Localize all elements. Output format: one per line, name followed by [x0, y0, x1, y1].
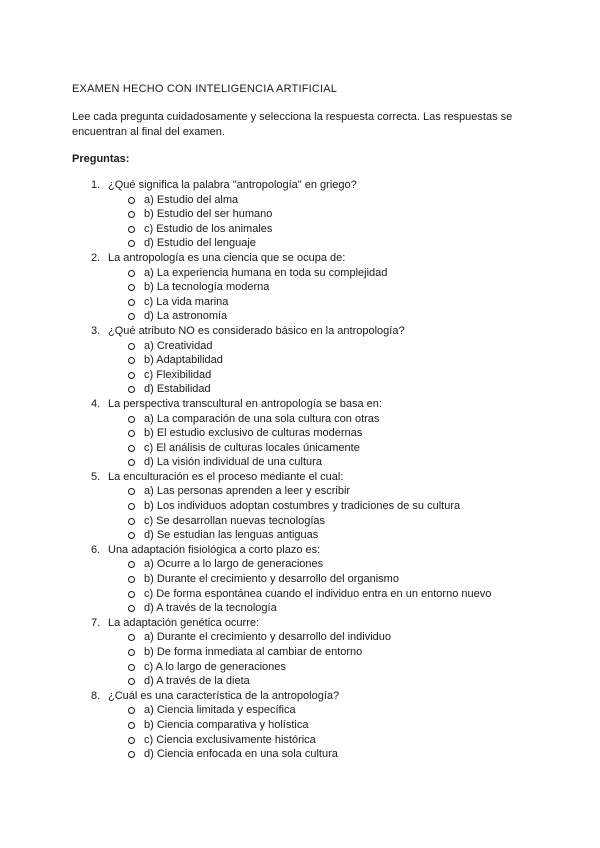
answer-option-text: d) La visión individual de una cultura [144, 456, 322, 469]
question-text: ¿Qué significa la palabra "antropología" en griego? [108, 179, 357, 191]
answer-option [72, 703, 540, 718]
question-number: 8. [91, 689, 101, 702]
answer-option-text: a) Estudio del alma [144, 193, 239, 206]
circle-bullet-icon [128, 751, 135, 758]
question-item [72, 397, 540, 470]
circle-bullet-icon [128, 532, 135, 539]
circle-bullet-icon [128, 678, 135, 685]
circle-bullet-icon [128, 722, 135, 729]
answer-option [72, 412, 540, 427]
question-line [72, 251, 540, 266]
answer-option [72, 266, 540, 281]
answer-option [72, 645, 540, 660]
circle-bullet-icon [128, 299, 135, 306]
answer-option [72, 295, 540, 310]
question-item [72, 324, 540, 397]
circle-bullet-icon [128, 240, 135, 247]
answer-option-text: a) Durante el crecimiento y desarrollo del individuo [144, 631, 392, 644]
circle-bullet-icon [128, 737, 135, 744]
answer-option-text: b) Los individuos adoptan costumbres y tradiciones de su cultura [144, 500, 461, 513]
answer-option-text: d) A través de la tecnología [144, 602, 277, 615]
answer-option-text: d) La astronomía [144, 310, 228, 323]
answer-option-text: c) Se desarrollan nuevas tecnologías [144, 514, 325, 527]
question-text: Una adaptación fisiológica a corto plazo es: [108, 543, 321, 556]
answer-option-text: b) Estudio del ser humano [144, 208, 273, 221]
answer-option [72, 630, 540, 645]
circle-bullet-icon [128, 649, 135, 656]
question-line [72, 616, 540, 631]
question-item [72, 178, 540, 251]
answer-option [72, 572, 540, 587]
answer-option-text: b) El estudio exclusivo de culturas modernas [144, 427, 363, 440]
answer-option-text: b) Durante el crecimiento y desarrollo del organismo [144, 573, 399, 586]
answer-option [72, 207, 540, 222]
circle-bullet-icon [128, 270, 135, 277]
answer-option [72, 718, 540, 733]
answer-option-text: c) El análisis de culturas locales únicamente [144, 441, 360, 454]
circle-bullet-icon [128, 518, 135, 525]
answer-option [72, 382, 540, 397]
circle-bullet-icon [128, 707, 135, 714]
answer-option [72, 455, 540, 470]
question-line [72, 397, 540, 412]
question-number: 7. [91, 616, 101, 629]
answer-option [72, 193, 540, 208]
question-line [72, 178, 540, 193]
question-number: 3. [91, 324, 101, 337]
answer-option [72, 339, 540, 354]
answer-option [72, 660, 540, 675]
question-item [72, 251, 540, 324]
question-number: 4. [91, 397, 101, 410]
answer-option [72, 514, 540, 529]
question-line [72, 543, 540, 558]
answer-option [72, 499, 540, 514]
questions-list [72, 178, 540, 762]
question-item [72, 543, 540, 616]
question-line [72, 689, 540, 704]
question-item [72, 689, 540, 762]
circle-bullet-icon [128, 211, 135, 218]
answer-option [72, 368, 540, 383]
circle-bullet-icon [128, 634, 135, 641]
answer-option-text: b) Ciencia comparativa y holística [144, 718, 309, 731]
circle-bullet-icon [128, 488, 135, 495]
question-text: La adaptación genética ocurre: [108, 616, 260, 629]
circle-bullet-icon [128, 503, 135, 510]
circle-bullet-icon [128, 561, 135, 568]
circle-bullet-icon [128, 197, 135, 204]
answer-option-text: a) La comparación de una sola cultura con otras [144, 412, 380, 425]
answer-option [72, 587, 540, 602]
answer-option-text: d) Estabilidad [144, 383, 211, 396]
circle-bullet-icon [128, 386, 135, 393]
circle-bullet-icon [128, 445, 135, 452]
answer-option-text: c) A lo largo de generaciones [144, 660, 286, 673]
answer-option [72, 601, 540, 616]
answer-option [72, 747, 540, 762]
answer-option-text: b) La tecnología moderna [144, 281, 270, 294]
question-number: 1. [91, 179, 101, 191]
answer-option [72, 236, 540, 251]
circle-bullet-icon [128, 343, 135, 350]
answer-option-text: c) Ciencia exclusivamente histórica [144, 733, 316, 746]
circle-bullet-icon [128, 664, 135, 671]
answer-option [72, 309, 540, 324]
answer-option-text: a) Ocurre a lo largo de generaciones [144, 558, 324, 571]
answer-option-text: d) Ciencia enfocada en una sola cultura [144, 748, 338, 761]
exam-title: EXAMEN HECHO CON INTELIGENCIA ARTIFICIAL [72, 83, 338, 95]
answer-option [72, 674, 540, 689]
circle-bullet-icon [128, 591, 135, 598]
question-number: 2. [91, 251, 101, 264]
answer-option-text: a) La experiencia humana en toda su complejidad [144, 266, 388, 279]
question-item [72, 616, 540, 689]
answer-option-text: c) La vida marina [144, 295, 229, 308]
question-number: 6. [91, 543, 101, 556]
question-line [72, 470, 540, 485]
circle-bullet-icon [128, 226, 135, 233]
answer-option [72, 557, 540, 572]
question-text: La perspectiva transcultural en antropología se basa en: [108, 397, 382, 410]
answer-option-text: d) A través de la dieta [144, 675, 250, 688]
exam-instructions: Lee cada pregunta cuidadosamente y selecciona la respuesta correcta. Las respuestas se encuentran al final del examen. [72, 111, 513, 138]
answer-option-text: b) Adaptabilidad [144, 354, 223, 367]
circle-bullet-icon [128, 459, 135, 466]
circle-bullet-icon [128, 372, 135, 379]
answer-option-text: c) De forma espontánea cuando el individuo entra en un entorno nuevo [144, 587, 492, 600]
circle-bullet-icon [128, 576, 135, 583]
answer-option-text: b) De forma inmediata al cambiar de entorno [144, 646, 363, 658]
answer-option-text: a) Las personas aprenden a leer y escribir [144, 485, 351, 498]
question-line [72, 324, 540, 339]
answer-option-text: c) Flexibilidad [144, 368, 212, 381]
circle-bullet-icon [128, 430, 135, 437]
circle-bullet-icon [128, 605, 135, 612]
question-text: La enculturación es el proceso mediante el cual: [108, 470, 344, 483]
question-text: ¿Qué atributo NO es considerado básico en la antropología? [108, 324, 405, 337]
answer-option [72, 353, 540, 368]
answer-option [72, 528, 540, 543]
questions-heading: Preguntas: [72, 153, 130, 165]
answer-option [72, 733, 540, 748]
answer-option-text: a) Creatividad [144, 339, 213, 352]
answer-option [72, 484, 540, 499]
question-text: ¿Cuál es una característica de la antropología? [108, 689, 340, 702]
answer-option-text: a) Ciencia limitada y específica [144, 704, 296, 717]
circle-bullet-icon [128, 357, 135, 364]
answer-option [72, 280, 540, 295]
answer-option-text: c) Estudio de los animales [144, 222, 273, 235]
circle-bullet-icon [128, 313, 135, 320]
circle-bullet-icon [128, 284, 135, 291]
answer-option [72, 426, 540, 441]
answer-option-text: d) Se estudian las lenguas antiguas [144, 529, 319, 542]
answer-option-text: d) Estudio del lenguaje [144, 237, 256, 250]
question-text: La antropología es una ciencia que se ocupa de: [108, 251, 346, 264]
question-number: 5. [91, 470, 101, 483]
answer-option [72, 222, 540, 237]
question-item [72, 470, 540, 543]
circle-bullet-icon [128, 416, 135, 423]
answer-option [72, 441, 540, 456]
